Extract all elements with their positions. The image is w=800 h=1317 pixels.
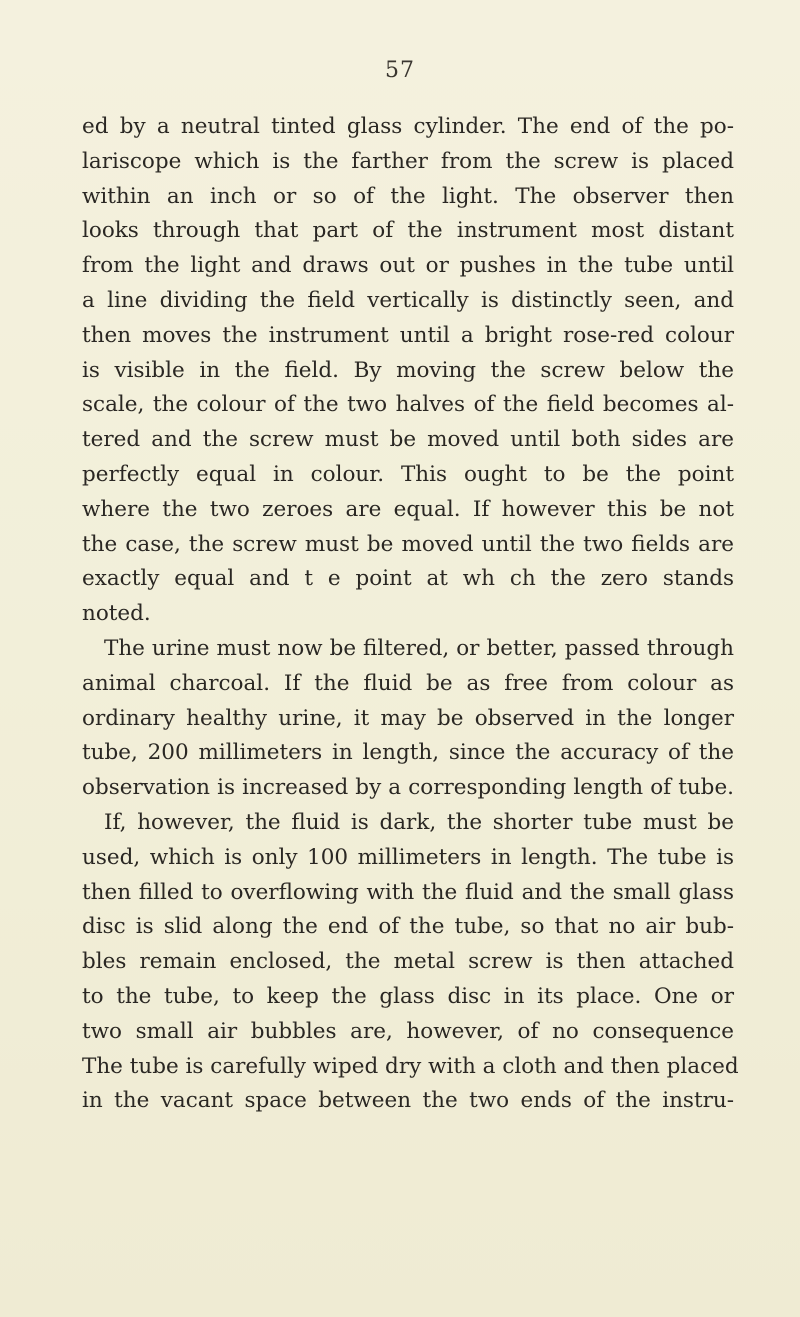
text-line: is visible in the field. By moving the screw below the [82,357,734,383]
text-line: a line dividing the field vertically is distinctly seen, and [82,287,734,313]
text-line: ed by a neutral tinted glass cylinder. The end of the po- [82,114,734,139]
text-line: looks through that part of the instrument most distant [82,218,734,244]
text-line: to the tube, to keep the glass disc in its place. One or [82,983,734,1009]
text-line: then moves the instrument until a bright rose-red colour [82,322,734,348]
page-number: 57 [385,58,415,83]
text-line: from the light and draws out or pushes in the tube until [82,253,734,279]
text-line: scale, the colour of the two halves of the field becomes al- [82,392,734,418]
text-line: perfectly equal in colour. This ought to be the point [82,461,734,487]
text-line: then filled to overflowing with the fluid and the small glass [82,879,734,905]
text-line: ordinary healthy urine, it may be observed in the longer [82,705,734,731]
text-line: noted. [82,601,151,627]
text-line: The urine must now be filtered, or better, passed through [104,635,734,661]
text-line: lariscope which is the farther from the screw is placed [82,148,734,174]
text-line: The tube is carefully wiped dry with a cloth and then placed [82,1053,739,1079]
text-line: used, which is only 100 millimeters in length. The tube is [82,844,734,870]
text-line: in the vacant space between the two ends of the instru- [82,1088,734,1114]
text-line: animal charcoal. If the fluid be as free from colour as [82,670,734,696]
text-line: tube, 200 millimeters in length, since the accuracy of the [82,740,734,766]
text-line: tered and the screw must be moved until both sides are [82,427,734,453]
text-line: disc is slid along the end of the tube, so that no air bub- [82,914,734,940]
text-line: where the two zeroes are equal. If however this be not [82,496,734,522]
text-line: exactly equal and t e point at wh ch the zero stands [82,566,734,592]
text-line: If, however, the fluid is dark, the shorter tube must be [104,809,734,835]
text-line: the case, the screw must be moved until the two fields are [82,531,734,557]
body-text [82,110,739,1119]
text-line: bles remain enclosed, the metal screw is then attached [82,949,734,975]
text-line: within an inch or so of the light. The observer then [82,183,734,209]
text-line: two small air bubbles are, however, of no consequence [82,1018,734,1044]
text-line: observation is increased by a corresponding length of tube. [82,775,734,801]
